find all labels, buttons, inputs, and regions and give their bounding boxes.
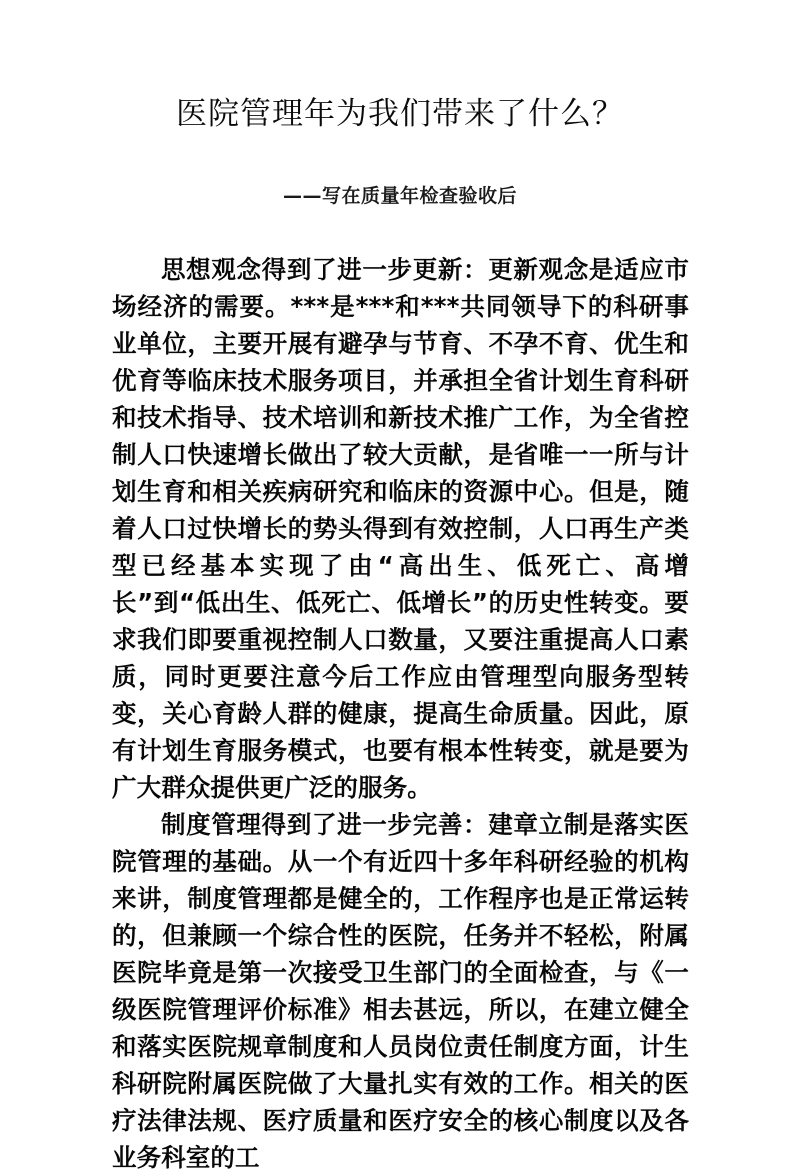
page-title: 医院管理年为我们带来了什么？: [176, 96, 624, 132]
page-subtitle: ——写在质量年检查验收后: [282, 185, 517, 207]
document-body: [112, 251, 689, 1176]
body-paragraph: 思想观念得到了进一步更新：更新观念是适应市场经济的需要。***是***和***共同领导下的科研事业单位，主要开展有避孕与节育、不孕不育、优生和优育等临床技术服务项目，并承担全省计划生育科研和技术指导、技术培训和新技术推广工作，为全省控制人口快速增长做出了较大贡献，是省唯一一所与计划生育和相关疾病研究和临床的资源中心。但是，随着人口过快增长的势头得到有效控制，人口再生产类型已经基本实现了由“高出生、低死亡、高增长”到“低出生、低死亡、低增长”的历史性转变。要求我们即要重视控制人口数量，又要注重提高人口素质，同时更要注意今后工作应由管理型向服务型转变，关心育龄人群的健康，提高生命质量。因此，原有计划生育服务模式，也要有根本性转变，就是要为广大群众提供更广泛的服务。: [112, 255, 689, 802]
body-paragraph: 制度管理得到了进一步完善：建章立制是落实医院管理的基础。从一个有近四十多年科研经验的机构来讲，制度管理都是健全的，工作程序也是正常运转的，但兼顾一个综合性的医院，任务并不轻松，附属医院毕竟是第一次接受卫生部门的全面检查，与《一级医院管理评价标准》相去甚远，所以，在建立健全和落实医院规章制度和人员岗位责任制度方面，计生科研院附属医院做了大量扎实有效的工作。相关的医疗法律法规、医疗质量和医疗安全的核心制度以及各业务科室的工: [112, 810, 689, 1172]
